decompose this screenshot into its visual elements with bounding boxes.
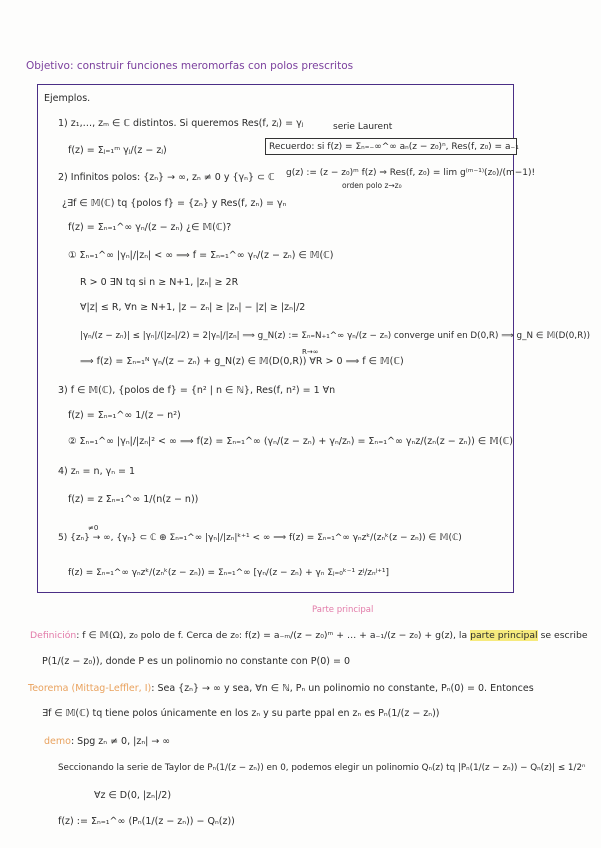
demo-line-3: ∀z ∈ D(0, |zₙ|/2) bbox=[94, 790, 172, 801]
parte-principal-highlight: parte principal bbox=[470, 630, 538, 641]
proof-line-3: |γₙ/(z − zₙ)| ≤ |γₙ|/(|zₙ|/2) = 2|γₙ|/|zₙ| ⟹ g_N(z) := Σₙ₌N₊₁^∞ γₙ/(z − zₙ) converge unif en D(0,R) ⟹ g_N ∈ 𝕄(D(0,R)) bbox=[80, 331, 590, 341]
recuerdo-text: Recuerdo: si f(z) = Σₙ₌₋∞^∞ aₙ(z − z₀)ⁿ, Res(f, z₀) = a₋₁ bbox=[269, 142, 519, 152]
example-5-formula: f(z) = Σₙ₌₁^∞ γₙzᵏ/(zₙᵏ(z − zₙ)) = Σₙ₌₁^∞ [γₙ/(z − zₙ) + γₙ Σⱼ₌₀ᵏ⁻¹ zʲ/zₙʲ⁺¹] bbox=[68, 568, 390, 578]
note-serie-laurent: serie Laurent bbox=[333, 122, 393, 132]
demo-text: : Spg zₙ ≠ 0, |zₙ| → ∞ bbox=[70, 736, 171, 747]
example-4-formula: f(z) = z Σₙ₌₁^∞ 1/(n(z − n)) bbox=[68, 494, 199, 505]
definition-text: : f ∈ 𝕄(Ω), z₀ polo de f. Cerca de z₀: f(z) = a₋ₘ/(z − z₀)ᵐ + … + a₋₁/(z − z₀) + g(z), la bbox=[76, 630, 468, 641]
example-2-question: ¿∃f ∈ 𝕄(ℂ) tq {polos f} = {zₙ} y Res(f, zₙ) = γₙ bbox=[62, 198, 287, 209]
definition-label: Definición bbox=[30, 630, 77, 641]
definition-line-2: P(1/(z − z₀)), donde P es un polinomio no constante con P(0) = 0 bbox=[42, 656, 351, 667]
theorem-line-2: ∃f ∈ 𝕄(ℂ) tq tiene polos únicamente en los zₙ y su parte ppal en zₙ es Pₙ(1/(z − zₙ)) bbox=[42, 708, 440, 719]
demo-line-1 bbox=[44, 736, 170, 748]
example-3-formula: f(z) = Σₙ₌₁^∞ 1/(z − n²) bbox=[68, 410, 181, 421]
example-5-statement: 5) {zₙ} → ∞, {γₙ} ⊂ ℂ ⊕ Σₙ₌₁^∞ |γₙ|/|zₙ|ᵏ⁺¹ < ∞ ⟹ f(z) = Σₙ₌₁^∞ γₙzᵏ/(zₙᵏ(z − zₙ)) ∈ 𝕄(ℂ) bbox=[58, 533, 462, 543]
theorem-text: : Sea {zₙ} → ∞ y sea, ∀n ∈ ℕ, Pₙ un polinomio no constante, Pₙ(0) = 0. Entonces bbox=[151, 683, 534, 694]
note-parte-principal: Parte principal bbox=[312, 605, 374, 615]
theorem-label: Teorema (Mittag-Leffler, I) bbox=[28, 683, 152, 694]
theorem-line-1 bbox=[28, 683, 534, 695]
proof-line-1: R > 0 ∃N tq si n ≥ N+1, |zₙ| ≥ 2R bbox=[80, 277, 239, 288]
example-1-formula: f(z) = Σⱼ₌₁ᵐ γⱼ/(z − zⱼ) bbox=[68, 145, 167, 156]
example-5-sup: ≠0 bbox=[88, 524, 99, 532]
examples-heading: Ejemplos. bbox=[44, 93, 91, 104]
condition-1: ① Σₙ₌₁^∞ |γₙ|/|zₙ| < ∞ ⟹ f = Σₙ₌₁^∞ γₙ/(z − zₙ) ∈ 𝕄(ℂ) bbox=[68, 250, 334, 261]
definition-tail: se escribe bbox=[540, 630, 588, 641]
residue-formula: g(z) := (z − z₀)ᵐ f(z) ⇒ Res(f, z₀) = lim g⁽ᵐ⁻¹⁾(z₀)/(m−1)! bbox=[286, 168, 536, 178]
example-1-statement: 1) z₁,…, zₘ ∈ ℂ distintos. Si queremos Res(f, zⱼ) = γⱼ bbox=[58, 118, 304, 129]
example-2-candidate: f(z) = Σₙ₌₁^∞ γₙ/(z − zₙ) ¿∈ 𝕄(ℂ)? bbox=[68, 222, 232, 233]
definition-line-1 bbox=[30, 630, 588, 642]
demo-line-2: Seccionando la serie de Taylor de Pₙ(1/(z − zₙ)) en 0, podemos elegir un polinomio Qₙ(z) tq |Pₙ(1/(z − zₙ)) − Qₙ(z)| ≤ 1/2ⁿ bbox=[58, 763, 586, 773]
example-4-statement: 4) zₙ = n, γₙ = 1 bbox=[58, 466, 136, 477]
proof-line-2: ∀|z| ≤ R, ∀n ≥ N+1, |z − zₙ| ≥ |zₙ| − |z| ≥ |zₙ|/2 bbox=[80, 302, 306, 313]
proof-line-4: ⟹ f(z) = Σₙ₌₁ᴺ γₙ/(z − zₙ) + g_N(z) ∈ 𝕄(D(0,R)) ∀R > 0 ⟹ f ∈ 𝕄(ℂ) bbox=[80, 356, 404, 367]
example-3-statement: 3) f ∈ 𝕄(ℂ), {polos de f} = {n² | n ∈ ℕ}, Res(f, n²) = 1 ∀n bbox=[58, 385, 336, 396]
demo-line-4: f(z) := Σₙ₌₁^∞ (Pₙ(1/(z − zₙ)) − Qₙ(z)) bbox=[58, 816, 235, 827]
residue-formula-sub: orden polo z→z₀ bbox=[342, 181, 402, 190]
proof-line-4-sup: R→∞ bbox=[302, 348, 319, 356]
page-title: Objetivo: construir funciones meromorfas con polos prescritos bbox=[26, 60, 354, 72]
demo-label: demo bbox=[44, 736, 71, 747]
example-2-statement: 2) Infinitos polos: {zₙ} → ∞, zₙ ≠ 0 y {γₙ} ⊂ ℂ bbox=[58, 172, 275, 183]
condition-2: ② Σₙ₌₁^∞ |γₙ|/|zₙ|² < ∞ ⟹ f(z) = Σₙ₌₁^∞ (γₙ/(z − zₙ) + γₙ/zₙ) = Σₙ₌₁^∞ γₙz/(zₙ(z − zₙ)) ∈ 𝕄(ℂ) bbox=[68, 436, 513, 447]
